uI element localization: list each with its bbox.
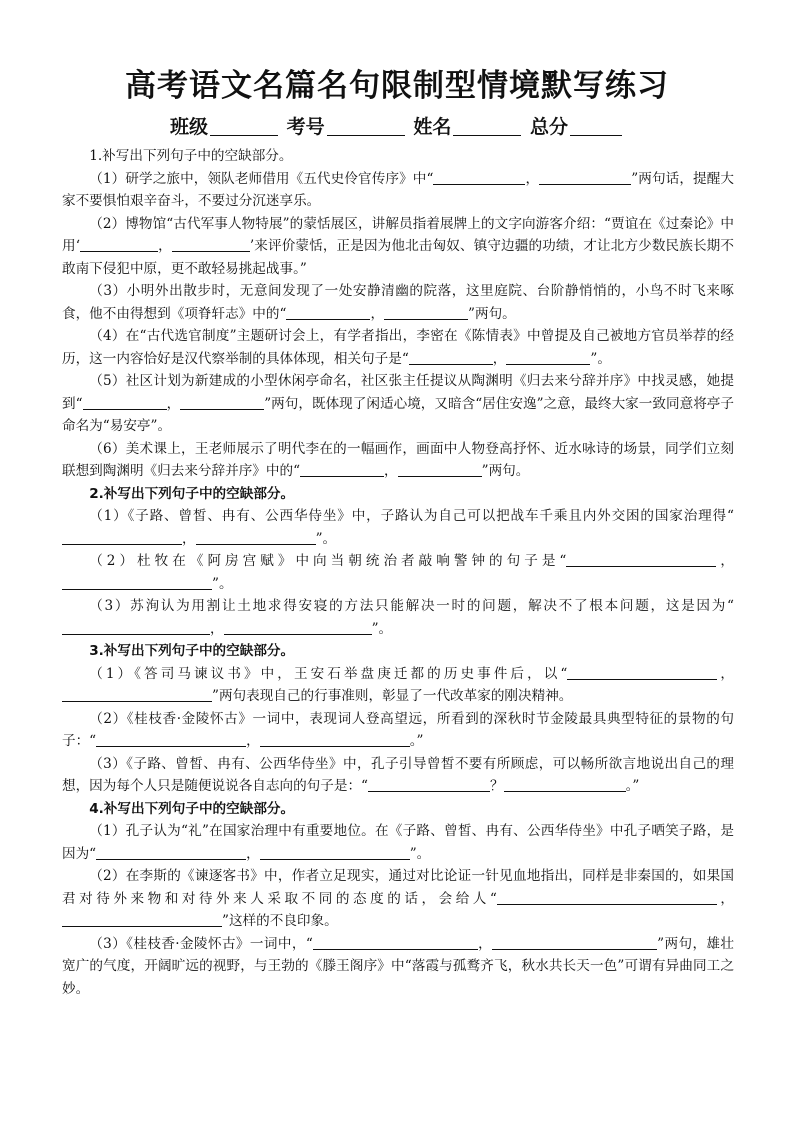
question-item: [62, 663, 734, 708]
question-separator: ，: [246, 845, 260, 862]
question-text: （3）《子路、曾皙、冉有、公西华侍坐》中，孔子引导曾皙不要有所顾虑，可以畅所欲言地说出自己的理想，因为每个人只是随便说说各自志向的句子是：“: [62, 755, 734, 794]
question-item: [62, 213, 734, 281]
question-text: （2）杜牧在《阿房宫赋》中向当朝统治者敲响警钟的句子是“: [89, 553, 567, 569]
answer-blank[interactable]: [62, 529, 182, 545]
answer-blank[interactable]: [260, 844, 410, 860]
question-separator: ，: [246, 733, 260, 749]
question-separator: ，: [525, 170, 540, 187]
question-item: [62, 168, 734, 213]
answer-blank[interactable]: [80, 236, 158, 252]
question-item: [62, 595, 734, 640]
answer-blank[interactable]: [539, 169, 631, 185]
question-separator: ，: [158, 238, 172, 254]
question-text: ”。: [212, 575, 233, 592]
question-text: （2）博物馆“古代军事人物特展”的蒙恬展区，讲解员指着展牌上的文字向游客介绍：“贾谊在《过秦论》中用‘: [62, 215, 734, 254]
answer-blank[interactable]: [384, 304, 468, 320]
answer-blank[interactable]: [286, 304, 370, 320]
question-text: ’来评价蒙恬，正是因为他北击匈奴、镇守边疆的功绩，才让北方少数民族长期不敢南下侵犯中原，更不敢轻易挑起战事。”: [62, 238, 734, 277]
question-text: （1）《答司马谏议书》中，王安石举盘庚迁都的历史事件后，以“: [89, 665, 568, 682]
answer-blank[interactable]: [409, 349, 493, 365]
question-text: 。”: [409, 733, 424, 749]
answer-blank[interactable]: [300, 461, 384, 477]
answer-blank[interactable]: [224, 619, 372, 635]
question-text: （1）《子路、曾皙、冉有、公西华侍坐》中，子路认为自己可以把战车千乘且内外交困的国家治理得“: [89, 508, 734, 524]
answer-blank[interactable]: [504, 776, 626, 792]
answer-blank[interactable]: [62, 619, 210, 635]
answer-blank[interactable]: [506, 349, 590, 365]
answer-blank[interactable]: [398, 461, 482, 477]
question-separator: ，: [492, 350, 507, 367]
question-text: ”这样的不良印象。: [222, 913, 338, 929]
name-blank[interactable]: [453, 117, 521, 136]
question-separator: ，: [370, 305, 385, 322]
question-item: [62, 280, 734, 325]
question-text: （6）美术课上，王老师展示了明代李在的一幅画作，画面中人物登高抒怀、近水咏诗的场景，同学们立刻联想到陶渊明《归去来兮辞并序》中的“: [62, 440, 734, 479]
student-info-line: [0, 112, 794, 139]
answer-blank[interactable]: [180, 394, 264, 410]
question-text: ”。: [371, 620, 393, 637]
answer-blank[interactable]: [196, 529, 316, 545]
question-text: ”两句话，提醒大家不要惧怕艰辛奋斗，不要过分沉迷享乐。: [62, 170, 735, 209]
answer-blank[interactable]: [566, 551, 716, 567]
name-label: 姓名: [413, 116, 452, 138]
question-text: ”。: [409, 845, 431, 862]
answer-blank[interactable]: [260, 731, 410, 747]
question-item: [62, 933, 734, 1001]
question-text: ”两句，既体现了闲适心境，又暗含“居住安逸”之意，最终大家一致同意将亭子命名为“易安亭”。: [62, 395, 735, 434]
question-item: [62, 708, 734, 753]
answer-blank[interactable]: [313, 934, 478, 950]
question-text: （3）《桂枝香·金陵怀古》一词中，“: [89, 935, 313, 952]
page-title: 高考语文名篇名句限制型情境默写练习: [125, 68, 669, 104]
answer-blank[interactable]: [62, 911, 222, 927]
answer-blank[interactable]: [433, 169, 525, 185]
answer-blank[interactable]: [172, 236, 250, 252]
question-text: （1）研学之旅中，领队老师借用《五代史伶官传序》中“: [89, 170, 434, 187]
answer-blank[interactable]: [497, 889, 717, 905]
question-separator: ，: [717, 665, 735, 682]
id-blank[interactable]: [327, 117, 405, 136]
question-separator: ，: [716, 553, 734, 569]
section-heading: 2.补写出下列句子中的空缺部分。: [89, 485, 295, 502]
answer-blank[interactable]: [96, 731, 246, 747]
question-text: ”两句，雄壮宽广的气度，开阔旷远的视野，与王勃的《滕王阁序》中“落霞与孤鹜齐飞，秋水共长天一色”可谓有异曲同工之妙。: [62, 935, 735, 997]
question-item: [62, 505, 734, 550]
question-text: ”。: [315, 530, 337, 547]
question-text: ”两句。: [468, 305, 516, 322]
question-separator: ，: [182, 530, 196, 547]
answer-blank[interactable]: [62, 686, 212, 702]
answer-blank[interactable]: [62, 574, 212, 590]
section-heading: 3.补写出下列句子中的空缺部分。: [89, 643, 295, 659]
question-separator: ，: [384, 463, 398, 479]
question-item: [62, 820, 734, 865]
question-separator: ，: [166, 395, 181, 412]
question-separator: ，: [210, 620, 224, 637]
question-separator: ，: [716, 890, 735, 907]
question-item: [62, 550, 734, 595]
section-heading: 1.补写出下列句子中的空缺部分。: [89, 148, 293, 164]
question-item: [62, 753, 734, 798]
question-text: （2）在李斯的《谏逐客书》中，作者立足现实，通过对比论证一针见血地指出，同样是非秦国的，如果国君对待外来物和对待外来人采取不同的态度的话，会给人“: [62, 868, 734, 907]
question-text: （1）孔子认为“礼”在国家治理中有重要地位。在《子路、曾皙、冉有、公西华侍坐》中孔子哂笑子路，是因为“: [62, 823, 734, 862]
section-heading: 4.补写出下列句子中的空缺部分。: [89, 800, 295, 817]
answer-blank[interactable]: [567, 664, 717, 680]
question-item: [62, 438, 734, 483]
question-text: （5）社区计划为新建成的小型休闲亭命名，社区张主任提议从陶渊明《归去来兮辞并序》中找灵感，她提到“: [62, 373, 734, 412]
question-text: （2）《桂枝香·金陵怀古》一词中，表现词人登高望远，所看到的深秋时节金陵最具典型特征的景物的句子：“: [62, 710, 734, 749]
answer-blank[interactable]: [492, 934, 657, 950]
question-text: 。”: [625, 778, 640, 794]
question-separator: ，: [477, 935, 493, 952]
question-item: [62, 865, 734, 933]
class-label: 班级: [170, 116, 209, 138]
question-text: （3）苏洵认为用割让土地求得安寝的方法只能解决一时的问题，解决不了根本问题，这是因为“: [89, 598, 734, 614]
question-text: ”。: [590, 350, 611, 367]
score-label: 总分: [529, 116, 568, 138]
question-text: （4）在“古代选官制度”主题研讨会上，有学者指出，李密在《陈情表》中曾提及自己被地方官员举荐的经历，这一内容恰好是汉代察举制的具体体现，相关句子是“: [62, 328, 734, 367]
question-item: [62, 325, 734, 370]
question-separator: ？: [490, 778, 504, 794]
question-text: ”两句。: [481, 463, 530, 479]
answer-blank[interactable]: [83, 394, 167, 410]
answer-blank[interactable]: [368, 776, 490, 792]
class-blank[interactable]: [210, 117, 278, 136]
question-item: [62, 370, 734, 438]
id-label: 考号: [286, 116, 325, 138]
answer-blank[interactable]: [96, 844, 246, 860]
question-text: ”两句表现自己的行事准则，彰显了一代改革家的刚决精神。: [212, 688, 573, 704]
exercise-content: [62, 145, 734, 1000]
score-blank[interactable]: [570, 117, 622, 136]
question-text: （3）小明外出散步时，无意间发现了一处安静清幽的院落，这里庭院、台阶静悄悄的，小鸟不时飞来啄食，他不由得想到《项脊轩志》中的“: [62, 283, 734, 322]
